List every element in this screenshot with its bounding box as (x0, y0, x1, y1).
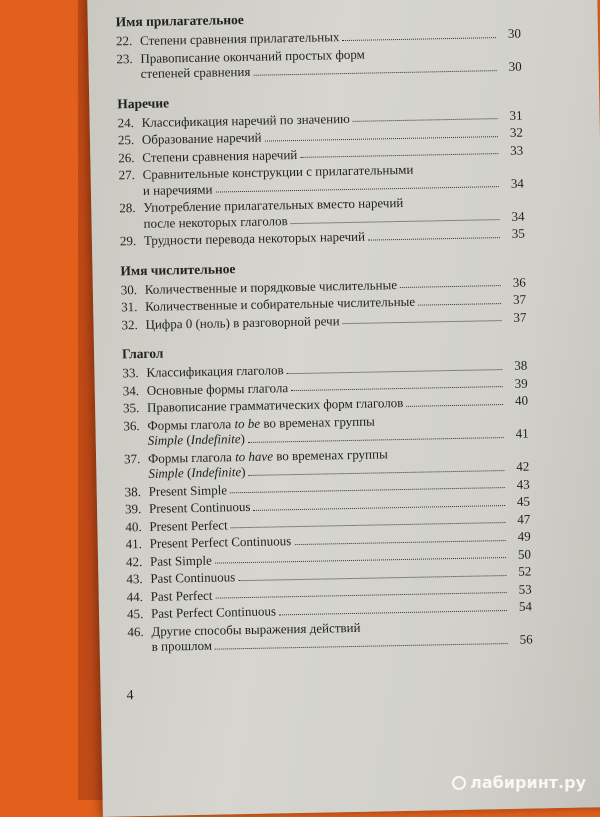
entry-page: 31 (509, 107, 523, 123)
section-title: Имя числительное (120, 260, 236, 278)
entry-page: 39 (514, 375, 528, 391)
dot-leader (406, 404, 503, 407)
entry-page: 34 (510, 175, 524, 191)
toc-entry[interactable] (123, 410, 529, 449)
dot-leader (254, 505, 505, 511)
section-title: Имя прилагательное (115, 11, 244, 30)
dot-leader (216, 186, 499, 192)
dot-leader (287, 369, 503, 374)
dot-leader (248, 437, 504, 443)
entry-page: 54 (518, 598, 533, 614)
entry-title-line: Сравнительные конструкции с прилагательными (142, 161, 414, 182)
entry-title: Simple (Indefinite) (147, 431, 246, 448)
entry-page: 52 (518, 563, 532, 579)
entry-title: Количественные и порядковые числительные (144, 276, 398, 297)
dot-leader (215, 592, 506, 599)
entry-page: 35 (511, 225, 525, 241)
entry-title: и наречиями (142, 181, 213, 198)
entry-page: 30 (507, 25, 522, 41)
dot-leader (279, 610, 507, 615)
entry-title: Past Simple (149, 552, 212, 569)
entry-number: 35. (122, 400, 140, 416)
entry-number: 30. (120, 281, 138, 297)
dot-leader (343, 320, 502, 324)
entry-number: 26. (118, 149, 135, 165)
watermark-text: лабиринт.ру (470, 773, 586, 792)
table-of-contents (116, 7, 533, 655)
section-title: Глагол (121, 345, 164, 362)
dot-leader (400, 285, 501, 288)
entry-title: Правописание грамматических форм глаголов (146, 394, 404, 415)
entry-number: 36. (123, 417, 140, 433)
page-number: 4 (126, 688, 134, 704)
entry-title: Present Perfect (149, 516, 228, 534)
entry-page: 38 (514, 357, 528, 373)
entry-page: 42 (516, 458, 530, 474)
entry-title: Трудности перевода некоторых наречий (143, 228, 366, 248)
entry-title: Образование наречий (141, 129, 262, 147)
entry-number: 23. (116, 50, 133, 66)
labirint-logo-icon (452, 776, 466, 790)
entry-page: 34 (511, 208, 525, 224)
entry-number: 39. (124, 501, 142, 517)
entry-page: 33 (510, 142, 524, 158)
entry-title: Past Perfect (150, 587, 213, 604)
dot-leader (265, 136, 498, 141)
dot-leader (215, 557, 506, 564)
dot-leader (291, 386, 503, 391)
entry-title: Классификация глаголов (146, 362, 284, 380)
dot-leader (230, 487, 505, 493)
entry-title-line: Формы глагола to have во временах группы (147, 445, 388, 466)
entry-page: 40 (514, 392, 529, 408)
watermark (452, 773, 586, 792)
entry-title: Simple (Indefinite) (148, 464, 246, 481)
entry-title: Количественные и собирательные числительные (145, 293, 416, 314)
dot-leader (368, 237, 500, 241)
entry-title: Past Perfect Continuous (150, 603, 277, 621)
entry-title: Основные формы глагола (146, 379, 289, 398)
entry-number: 31. (121, 299, 138, 315)
toc-entry[interactable] (127, 616, 533, 655)
entry-page: 41 (515, 425, 529, 441)
entry-title: степеней сравнения (140, 63, 251, 81)
entry-page: 43 (516, 476, 530, 492)
dot-leader (231, 522, 506, 528)
entry-number: 22. (115, 33, 133, 49)
entry-page: 30 (508, 58, 522, 74)
entry-number: 24. (117, 114, 134, 130)
entry-page: 37 (513, 309, 527, 325)
dot-leader (249, 470, 505, 476)
entry-number: 32. (121, 316, 138, 332)
entry-number: 28. (119, 200, 136, 216)
dot-leader (215, 643, 508, 650)
entry-title: Классификация наречий по значению (141, 110, 350, 130)
entry-number: 34. (122, 382, 140, 398)
dot-leader (291, 219, 500, 224)
entry-title: после некоторых глаголов (143, 212, 288, 231)
entry-title: Степени сравнения наречий (142, 146, 298, 165)
entry-page: 37 (512, 291, 527, 307)
entry-title: Present Continuous (148, 498, 251, 516)
entry-number: 43. (126, 571, 143, 587)
toc-entry[interactable] (118, 160, 524, 199)
entry-title: в прошлом (151, 637, 213, 654)
dot-leader (353, 118, 498, 122)
entry-number: 29. (119, 233, 137, 249)
entry-page: 45 (516, 493, 531, 509)
entry-number: 46. (127, 623, 144, 639)
entry-number: 25. (117, 132, 135, 148)
dot-leader (253, 70, 496, 76)
entry-title-line: Другие способы выражения действий (151, 619, 361, 639)
entry-title: Present Simple (148, 481, 228, 499)
dot-leader (342, 37, 496, 41)
entry-title: Present Perfect Continuous (149, 533, 292, 551)
section-title: Наречие (117, 94, 170, 111)
entry-page: 53 (518, 581, 532, 597)
entry-number: 42. (125, 553, 143, 569)
entry-number: 33. (122, 365, 139, 381)
entry-page: 56 (519, 631, 533, 647)
entry-number: 37. (123, 450, 141, 466)
toc-entry[interactable] (119, 193, 525, 232)
entry-page: 32 (509, 124, 524, 140)
entry-number: 27. (118, 167, 136, 183)
dot-leader (238, 575, 506, 581)
entry-title-line: Правописание окончаний простых форм (140, 46, 365, 66)
dot-leader (294, 540, 505, 545)
entry-page: 36 (512, 274, 526, 290)
entry-title: Past Continuous (150, 569, 236, 586)
entry-number: 40. (125, 518, 142, 534)
entry-title: Степени сравнения прилагательных (139, 29, 340, 48)
entry-title-line: Употребление прилагательных вместо наречий (143, 194, 404, 215)
dot-leader (418, 303, 501, 306)
entry-number: 41. (125, 536, 143, 552)
entry-number: 45. (126, 606, 144, 622)
entry-page: 47 (517, 511, 531, 527)
entry-number: 38. (124, 483, 142, 499)
toc-entry[interactable] (124, 443, 530, 482)
toc-entry[interactable] (116, 43, 522, 82)
book-page (87, 0, 600, 817)
entry-title: Цифра 0 (ноль) в разговорной речи (145, 312, 340, 332)
entry-page: 49 (517, 528, 531, 544)
entry-page: 50 (517, 546, 532, 562)
entry-title-line: Формы глагола to be во временах группы (147, 413, 375, 433)
entry-number: 44. (126, 588, 144, 604)
dot-leader (300, 153, 498, 158)
